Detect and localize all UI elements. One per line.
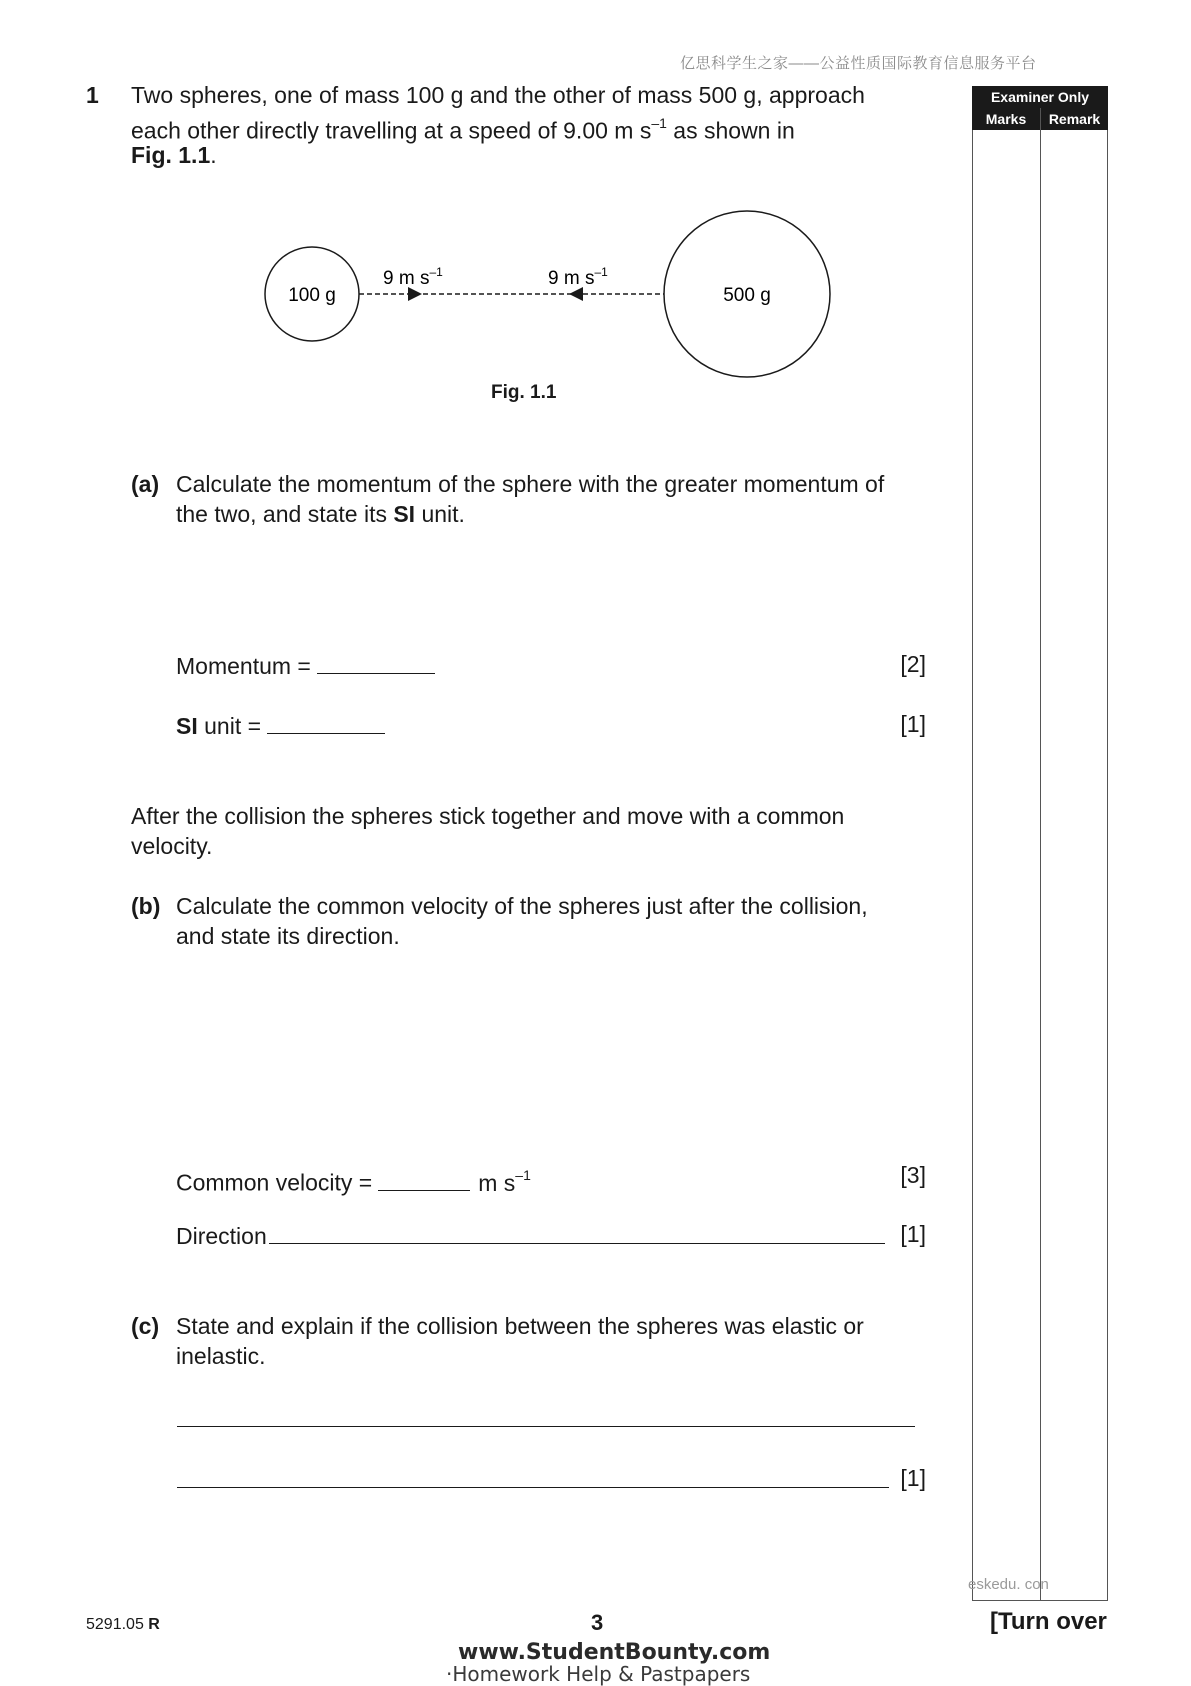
si-unit-marks: [1] (900, 711, 926, 737)
arrow-left-icon (569, 287, 583, 301)
right-speed-label: 9 m $s^{-1}$ (548, 265, 608, 289)
page-number: 3 (591, 1610, 604, 1635)
momentum-marks: [2] (900, 651, 926, 677)
direction-marks: [1] (900, 1221, 926, 1247)
marks-header: Marks (972, 108, 1040, 130)
direction-answer-field[interactable] (269, 1221, 885, 1244)
studentbounty-tagline: ·Homework Help & Pastpapers (446, 1662, 751, 1686)
velocity-answer-field[interactable] (378, 1168, 470, 1191)
question-intro-line1: Two spheres, one of mass 100 g and the other of mass 500 g, approach (131, 82, 865, 108)
left-speed-label: 9 m $s^{-1}$ (383, 265, 443, 289)
transition-line1: After the collision the spheres stick together and move with a common (131, 803, 845, 829)
part-c-marks: [1] (900, 1465, 926, 1491)
part-c-answer-line1[interactable] (177, 1426, 915, 1427)
part-c-label: (c) (131, 1313, 160, 1339)
footer-small-watermark: eskedu. con (968, 1576, 1049, 1593)
part-b-label: (b) (131, 893, 161, 919)
momentum-answer-field[interactable] (317, 651, 435, 674)
part-b-line2: and state its direction. (176, 923, 400, 949)
part-c-line2: inelastic. (176, 1343, 266, 1369)
part-c-answer-line2[interactable] (177, 1487, 889, 1488)
transition-line2: velocity. (131, 833, 213, 859)
part-b-line1: Calculate the common velocity of the spheres just after the collision, (176, 893, 868, 919)
remark-header: Remark (1041, 108, 1108, 130)
si-unit-answer-field[interactable] (267, 711, 385, 734)
examiner-divider (1040, 108, 1041, 1601)
figure-caption: Fig. 1.1 (491, 382, 557, 403)
velocity-answer-line: Common velocity = m $s^{-1}$ (176, 1167, 531, 1196)
part-a-label: (a) (131, 471, 160, 497)
turn-over-label: [Turn over (990, 1608, 1107, 1635)
figure-spheres (250, 200, 850, 390)
si-unit-answer-line: SI unit = (176, 711, 385, 741)
part-a-line2: the two, and state its SI unit. (176, 501, 465, 527)
header-watermark: 亿思科学生之家——公益性质国际教育信息服务平台 (680, 55, 1037, 72)
question-intro-line2: each other directly travelling at a speed of 9.00 m $s^{-1}$ as shown in (131, 115, 795, 144)
studentbounty-url[interactable]: www.StudentBounty.com (458, 1640, 771, 1665)
paper-code: 5291.05 R (86, 1616, 160, 1633)
arrow-right-icon (408, 287, 422, 301)
part-a-line1: Calculate the momentum of the sphere with the greater momentum of (176, 471, 885, 497)
momentum-answer-line: Momentum = (176, 651, 435, 681)
question-intro-line3: Fig. 1.1. (131, 142, 217, 168)
examiner-only-header: Examiner Only (972, 86, 1108, 108)
direction-answer-line: Direction (176, 1221, 885, 1251)
small-mass-label: 100 g (288, 285, 336, 306)
large-mass-label: 500 g (723, 285, 771, 306)
part-c-line1: State and explain if the collision between the spheres was elastic or (176, 1313, 864, 1339)
question-number: 1 (86, 82, 99, 108)
velocity-marks: [3] (900, 1162, 926, 1188)
